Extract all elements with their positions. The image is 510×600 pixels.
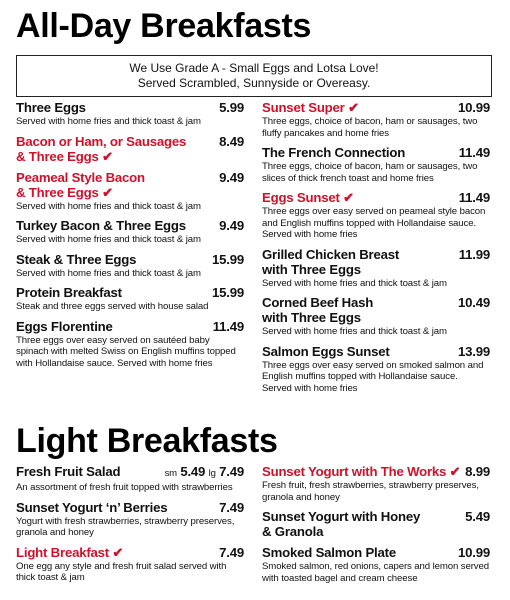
menu-item-name <box>262 100 359 115</box>
menu-item-name <box>262 464 460 479</box>
notice-line-2: Served Scrambled, Sunnyside or Overeasy. <box>137 76 371 90</box>
menu-item <box>16 134 244 164</box>
menu-item-description: Three eggs over easy served on smoked salmon and English muffins topped with Hollandaise sauce. Served with home fries <box>262 359 484 394</box>
menu-item-name <box>262 247 399 277</box>
menu-item <box>262 509 490 539</box>
menu-item-description: Three eggs over easy served on sautéed baby spinach with melted Swiss on English muffins topped with Hollandaise sauce. Served with home fries <box>16 334 236 369</box>
menu-item-name-line: Eggs Sunset ✔ <box>262 190 354 205</box>
menu-item-name <box>16 218 186 233</box>
menu-item-description: Served with home fries and thick toast & jam <box>16 267 201 279</box>
menu-item-price: 11.49 <box>212 318 244 334</box>
menu-item-header <box>16 100 244 115</box>
menu-item-header <box>262 190 490 205</box>
menu-item-description: One egg any style and fresh fruit salad served with thick toast & jam <box>16 560 227 583</box>
menu-item-price: 10.99 <box>457 545 490 560</box>
menu-item-name-line: & Three Eggs ✔ <box>16 184 113 200</box>
all-day-left-column <box>16 100 244 375</box>
menu-item-name-line: with Three Eggs <box>262 261 361 277</box>
menu-item-name <box>262 190 354 205</box>
price-large: 7.49 <box>219 464 244 479</box>
menu-item-name <box>16 545 123 560</box>
menu-item-name <box>16 500 167 515</box>
menu-item-price: 8.99 <box>465 464 490 479</box>
menu-item-name-line: Three Eggs <box>16 100 86 115</box>
menu-item-name-line: Steak & Three Eggs <box>16 251 137 267</box>
menu-item-price <box>165 464 244 481</box>
menu-item-name-line: Sunset Yogurt ‘n’ Berries <box>16 499 168 515</box>
menu-item-header <box>16 285 244 300</box>
menu-item-name-line: Sunset Yogurt with Honey <box>262 509 421 524</box>
menu-item-price: 11.49 <box>458 145 490 160</box>
menu-item-header <box>16 464 244 481</box>
menu-item-header <box>262 464 490 479</box>
menu-item-name-line: Sunset Super ✔ <box>262 100 359 115</box>
light-right-column <box>262 464 490 590</box>
menu-item-price: 5.49 <box>465 509 490 524</box>
menu-item-description: Three eggs, choice of bacon, ham or sausages, two fluffy pancakes and home fries <box>262 116 478 139</box>
menu-item <box>262 100 490 139</box>
menu-item-name <box>16 134 186 164</box>
menu-item <box>262 247 490 290</box>
menu-item-name-line: & Three Eggs ✔ <box>16 148 113 164</box>
menu-item-price: 7.49 <box>219 544 244 560</box>
menu-item-header <box>16 170 244 200</box>
menu-item-name-line: Salmon Eggs Sunset <box>262 343 390 359</box>
menu-item-header <box>16 252 244 267</box>
menu-item-description: Served with home fries and thick toast & jam <box>262 326 447 337</box>
menu-item-price: 5.99 <box>219 100 244 115</box>
menu-item-price: 8.49 <box>219 133 244 149</box>
menu-item-name-line: Fresh Fruit Salad <box>16 464 121 479</box>
menu-item-name-line: Turkey Bacon & Three Eggs <box>16 218 186 233</box>
menu-item-price: 10.49 <box>457 295 490 310</box>
price-size-label: lg <box>208 468 216 479</box>
menu-item <box>16 464 244 494</box>
menu-item-name-line: Grilled Chicken Breast <box>262 246 400 262</box>
menu-item-name-line: Smoked Salmon Plate <box>262 545 396 560</box>
menu-item-name-line: Bacon or Ham, or Sausages <box>16 133 187 149</box>
menu-item-description: Served with home fries and thick toast & jam <box>16 200 201 212</box>
menu-item <box>16 285 244 313</box>
menu-item <box>262 190 490 241</box>
menu-item <box>262 464 490 503</box>
menu-item <box>262 344 490 395</box>
menu-item-price: 9.49 <box>219 169 244 185</box>
menu-item-header <box>16 218 244 233</box>
menu-item-price: 9.49 <box>219 218 244 233</box>
menu-item-header <box>262 100 490 115</box>
menu-item-name <box>262 344 390 359</box>
section-title-light: Light Breakfasts <box>16 422 278 460</box>
menu-item-name-line: & Granola <box>262 524 324 539</box>
menu-item-name-line: Corned Beef Hash <box>262 295 374 310</box>
menu-item-name <box>262 509 420 539</box>
menu-item-name <box>262 295 373 325</box>
menu-item-name <box>16 100 86 115</box>
menu-item <box>16 100 244 128</box>
menu-item <box>262 145 490 184</box>
menu-item-name-line: Eggs Florentine <box>16 318 113 334</box>
menu-item-description: Yogurt with fresh strawberries, strawberry preserves, granola and honey <box>16 515 235 538</box>
menu-item <box>262 295 490 338</box>
menu-item-description: Steak and three eggs served with house salad <box>16 301 209 312</box>
menu-item-name-line: with Three Eggs <box>262 310 361 325</box>
menu-item-header <box>262 509 490 539</box>
light-left-column <box>16 464 244 590</box>
menu-item-name-line: The French Connection <box>262 145 406 160</box>
menu-item-header <box>16 500 244 515</box>
menu-item-price: 10.99 <box>457 100 490 115</box>
menu-item <box>16 218 244 246</box>
menu-item <box>16 319 244 370</box>
price-small: 5.49 <box>180 464 206 479</box>
menu-item-price: 7.49 <box>219 499 244 515</box>
menu-item-name-line: Peameal Style Bacon <box>16 169 145 185</box>
menu-item-header <box>16 545 244 560</box>
menu-item-name <box>262 545 396 560</box>
menu-item <box>262 545 490 584</box>
menu-item-name <box>16 464 120 479</box>
menu-item-header <box>262 344 490 359</box>
menu-item-description: Fresh fruit, fresh strawberries, strawberry preserves, granola and honey <box>262 480 479 503</box>
menu-item-name-line: Light Breakfast ✔ <box>16 544 124 560</box>
menu-item-description: An assortment of fresh fruit topped with strawberries <box>16 482 233 493</box>
menu-item-name <box>16 252 136 267</box>
menu-item-name <box>16 170 145 200</box>
menu-item-name-line: Protein Breakfast <box>16 285 122 300</box>
menu-item-price: 15.99 <box>211 285 244 300</box>
menu-item-name <box>262 145 405 160</box>
menu-item-price: 15.99 <box>211 251 244 267</box>
menu-item <box>16 252 244 280</box>
menu-item-price: 13.99 <box>457 343 490 359</box>
menu-item-description: Served with home fries and thick toast & jam <box>16 116 201 127</box>
menu-item-header <box>16 319 244 334</box>
menu-item-header <box>16 134 244 164</box>
notice-box <box>16 55 492 97</box>
menu-item-description: Smoked salmon, red onions, capers and lemon served with toasted bagel and cream cheese <box>262 561 489 584</box>
menu-item-description: Served with home fries and thick toast & jam <box>262 277 447 289</box>
menu-item <box>16 500 244 539</box>
menu-item-header <box>262 145 490 160</box>
notice-line-1: We Use Grade A - Small Eggs and Lotsa Love! <box>129 61 379 75</box>
menu-item-header <box>262 295 490 325</box>
menu-item-price: 11.49 <box>458 190 490 205</box>
menu-item <box>16 170 244 213</box>
menu-item-name <box>16 319 113 334</box>
all-day-right-column <box>262 100 490 400</box>
menu-item-header <box>262 247 490 277</box>
menu-item-name <box>16 285 122 300</box>
menu-item-header <box>262 545 490 560</box>
price-size-label: sm <box>164 468 177 479</box>
menu-item-description: Three eggs over easy served on peameal style bacon and English muffins topped with Hollandaise sauce. Served with home fries <box>262 206 486 240</box>
menu-item-description: Served with home fries and thick toast & jam <box>16 234 201 245</box>
menu-item-description: Three eggs, choice of bacon, ham or sausages, two slices of thick french toast and home fries <box>262 161 478 184</box>
menu-item <box>16 545 244 584</box>
menu-item-price: 11.99 <box>458 246 490 262</box>
section-title-all-day: All-Day Breakfasts <box>16 7 312 45</box>
menu-item-name-line: Sunset Yogurt with The Works ✔ <box>262 464 461 479</box>
